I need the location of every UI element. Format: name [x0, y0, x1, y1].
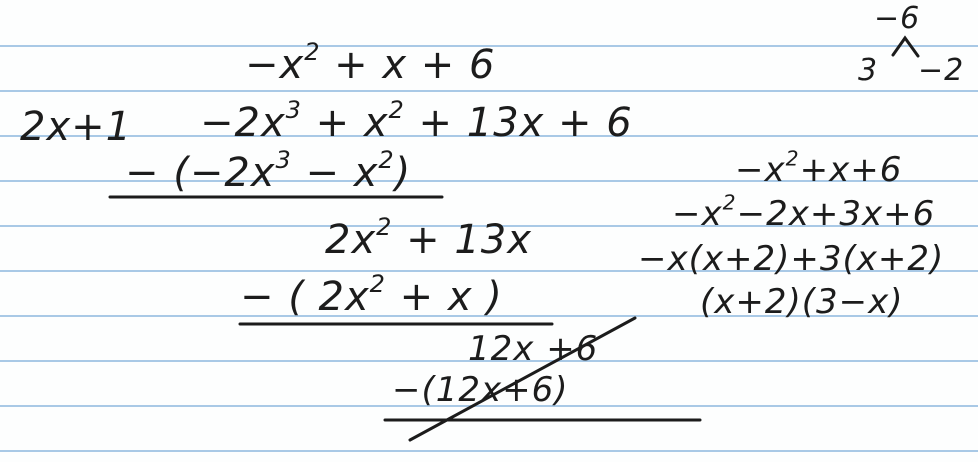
factoring-line-1: $-x^2+x+6$	[735, 146, 903, 190]
factor-right: −2	[918, 53, 965, 88]
dividend: $-2x^3 + x^2 + 13x + 6$	[200, 96, 633, 146]
factor-left: 3	[858, 53, 879, 88]
remainder-step-1: $2x^2 + 13x$	[325, 213, 532, 263]
remainder-step-2: 12x +6	[468, 329, 599, 369]
factoring-line-4: (x+2)(3−x)	[700, 282, 904, 322]
subtraction-step-1: − $(-2x^3 - x^2)$	[125, 146, 412, 196]
factor-product: −6	[874, 1, 921, 36]
subtraction-step-3: −(12x+6)	[392, 370, 569, 410]
subtraction-step-2: − ( $2x^2 + x$ )	[240, 270, 503, 320]
factor-split-arrow	[893, 38, 918, 56]
divisor: 2x+1	[20, 104, 133, 150]
quotient: $-x^2 + x + 6$	[245, 38, 496, 88]
factoring-line-2: $-x^2-2x+3x+6$	[672, 190, 936, 234]
factoring-line-3: −x(x+2)+3(x+2)	[638, 239, 945, 279]
